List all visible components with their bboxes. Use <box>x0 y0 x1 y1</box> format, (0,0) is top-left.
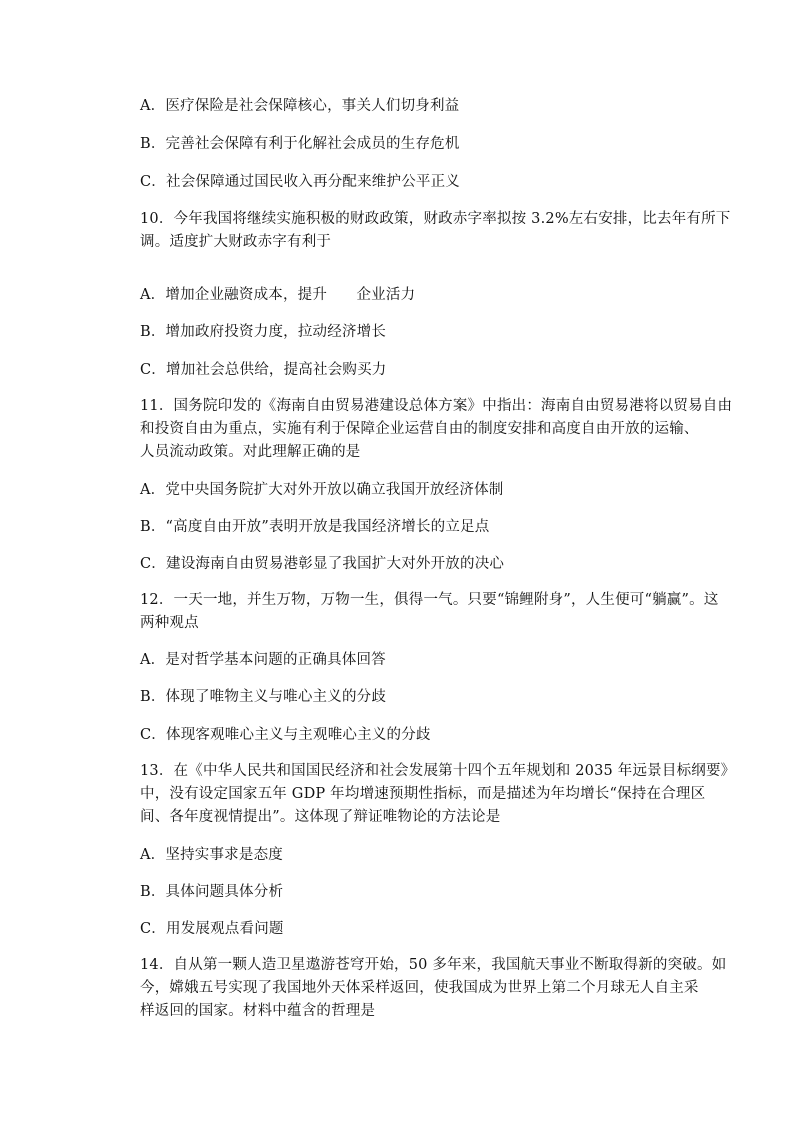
q12-stem-line-1: 12．一天一地，并生万物，万物一生，俱得一气。只要“锦鲤附身”，人生便可“躺赢”。这 <box>140 592 719 608</box>
q11-stem-line-3: 人员流动政策。对此理解正确的是 <box>140 444 361 460</box>
q12-option-a: A．是对哲学基本问题的正确具体回答 <box>140 652 386 668</box>
q13-option-b: B．具体问题具体分析 <box>140 884 284 900</box>
q11-option-a: A．党中央国务院扩大对外开放以确立我国开放经济体制 <box>140 482 504 498</box>
q13-option-a: A．坚持实事求是态度 <box>140 847 283 863</box>
q12-stem-line-2: 两种观点 <box>140 615 199 631</box>
q11-stem-line-1: 11．国务院印发的《海南自由贸易港建设总体方案》中指出：海南自由贸易港将以贸易自由 <box>140 398 733 414</box>
q13-option-c: C．用发展观点看问题 <box>140 921 284 937</box>
q12-option-b: B．体现了唯物主义与唯心主义的分歧 <box>140 689 387 705</box>
q14-stem-line-3: 样返回的国家。材料中蕴含的哲理是 <box>140 1003 376 1019</box>
q10-option-a: A．增加企业融资成本，提升 企业活力 <box>140 287 416 303</box>
q11-option-c: C．建设海南自由贸易港彰显了我国扩大对外开放的决心 <box>140 556 505 572</box>
q13-stem-line-1: 13．在《中华人民共和国国民经济和社会发展第十四个五年规划和 2035 年远景目标纲要》 <box>140 763 736 779</box>
q13-stem-line-3: 间、各年度视情提出”。这体现了辩证唯物论的方法论是 <box>140 809 501 825</box>
q10-stem-line-1: 10．今年我国将继续实施积极的财政政策，财政赤字率拟按 3.2%左右安排，比去年有所下 <box>140 211 731 227</box>
q14-stem-line-2: 今，嫦娥五号实现了我国地外天体采样返回，使我国成为世界上第二个月球无人自主采 <box>140 980 699 996</box>
q14-stem-line-1: 14．自从第一颗人造卫星遨游苍穹开始，50 多年来，我国航天事业不断取得新的突破。如 <box>140 957 727 973</box>
q9-option-a: A．医疗保险是社会保障核心，事关人们切身利益 <box>140 98 460 114</box>
q10-option-b: B．增加政府投资力度，拉动经济增长 <box>140 324 387 340</box>
q11-option-b: B．“高度自由开放”表明开放是我国经济增长的立足点 <box>140 519 490 535</box>
q11-stem-line-2: 和投资自由为重点，实施有利于保障企业运营自由的制度安排和高度自由开放的运输、 <box>140 421 699 437</box>
q9-option-b: B．完善社会保障有利于化解社会成员的生存危机 <box>140 136 460 152</box>
q9-option-c: C．社会保障通过国民收入再分配来维护公平正义 <box>140 174 460 190</box>
q12-option-c: C．体现客观唯心主义与主观唯心主义的分歧 <box>140 727 431 743</box>
q13-stem-line-2: 中，没有设定国家五年 GDP 年均增速预期性指标，而是描述为年均增长“保持在合理区 <box>140 786 706 802</box>
q10-option-c: C．增加社会总供给，提高社会购买力 <box>140 362 387 378</box>
q10-stem-line-2: 调。适度扩大财政赤字有利于 <box>140 234 332 250</box>
